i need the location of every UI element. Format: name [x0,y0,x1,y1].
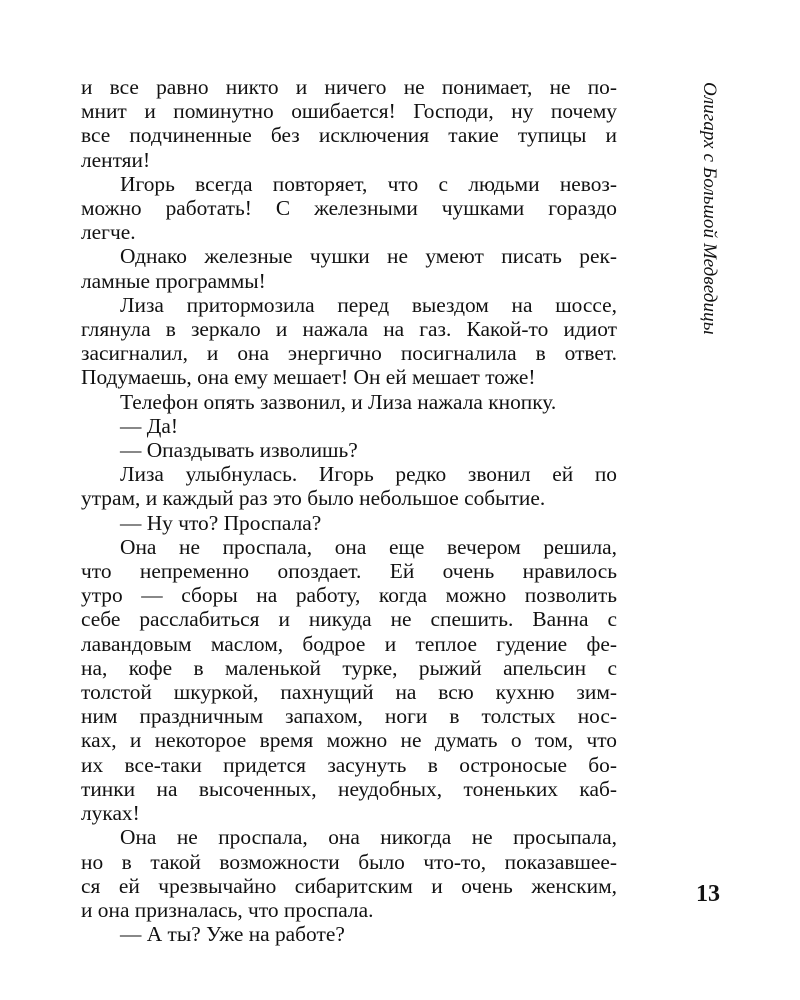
text-line: их все-таки придется засунуть в остроносые бо- [81,752,617,777]
text-line: — А ты? Уже на работе? [120,922,345,947]
page-number: 13 [696,881,720,907]
text-line: засигналил, и она энергично посигналила в ответ. [81,341,617,366]
text-line: мнит и поминутно ошибается! Господи, ну почему [81,99,617,124]
text-line: и она призналась, что проспала. [81,897,374,922]
text-line: Однако железные чушки не умеют писать рек- [120,244,617,269]
text-line: лавандовым маслом, бодрое и теплое гудение фе- [81,631,617,656]
text-line: Она не проспала, она никогда не просыпала, [120,825,617,850]
text-line: Она не проспала, она еще вечером решила, [120,534,617,559]
text-line: ся ей чрезвычайно сибаритским и очень женским, [81,873,617,898]
text-line: Телефон опять зазвонил, и Лиза нажала кнопку. [120,389,557,414]
text-line: — Опаздывать изволишь? [120,438,358,463]
text-line: ках, и некоторое время можно не думать о том, что [81,728,617,753]
text-line: Игорь всегда повторяет, что с людьми невоз- [120,171,617,196]
running-head [697,82,721,335]
text-line: и все равно никто и ничего не понимает, не по- [81,75,617,99]
body-text [81,75,617,946]
text-line: все подчиненные без исключения такие тупицы и [81,123,617,148]
text-line: Лиза притормозила перед выездом на шоссе, [120,292,617,317]
text-line: утро — сборы на работу, когда можно позволить [81,583,617,608]
text-line: себе расслабиться и никуда не спешить. Ванна с [81,607,617,632]
text-line: луках! [81,801,140,826]
text-line: — Ну что? Проспала? [120,510,322,535]
text-line: глянула в зеркало и нажала на газ. Какой-то идиот [81,317,617,342]
text-line: легче. [81,220,136,245]
text-line: но в такой возможности было что-то, показавшее- [81,849,617,874]
text-line: тинки на высоченных, неудобных, тоненьких каб- [81,776,617,801]
text-line: утрам, и каждый раз это было небольшое событие. [81,486,546,511]
text-line: Подумаешь, она ему мешает! Он ей мешает тоже! [81,365,536,390]
text-line: ним праздничным запахом, ноги в толстых нос- [81,704,617,729]
text-line: — Да! [120,413,178,438]
text-line: Лиза улыбнулась. Игорь редко звонил ей по [120,462,617,487]
text-line: лентяи! [81,147,151,172]
text-line: ламные программы! [81,268,266,293]
text-line: что непременно опоздает. Ей очень нравилось [81,559,617,584]
text-line: можно работать! С железными чушками гораздо [81,196,617,221]
text-line: толстой шкуркой, пахнущий на всю кухню зим- [81,680,617,705]
text-line: на, кофе в маленькой турке, рыжий апельсин с [81,655,617,680]
running-head-title: Олигарх с Большой Медведицы [699,82,720,335]
